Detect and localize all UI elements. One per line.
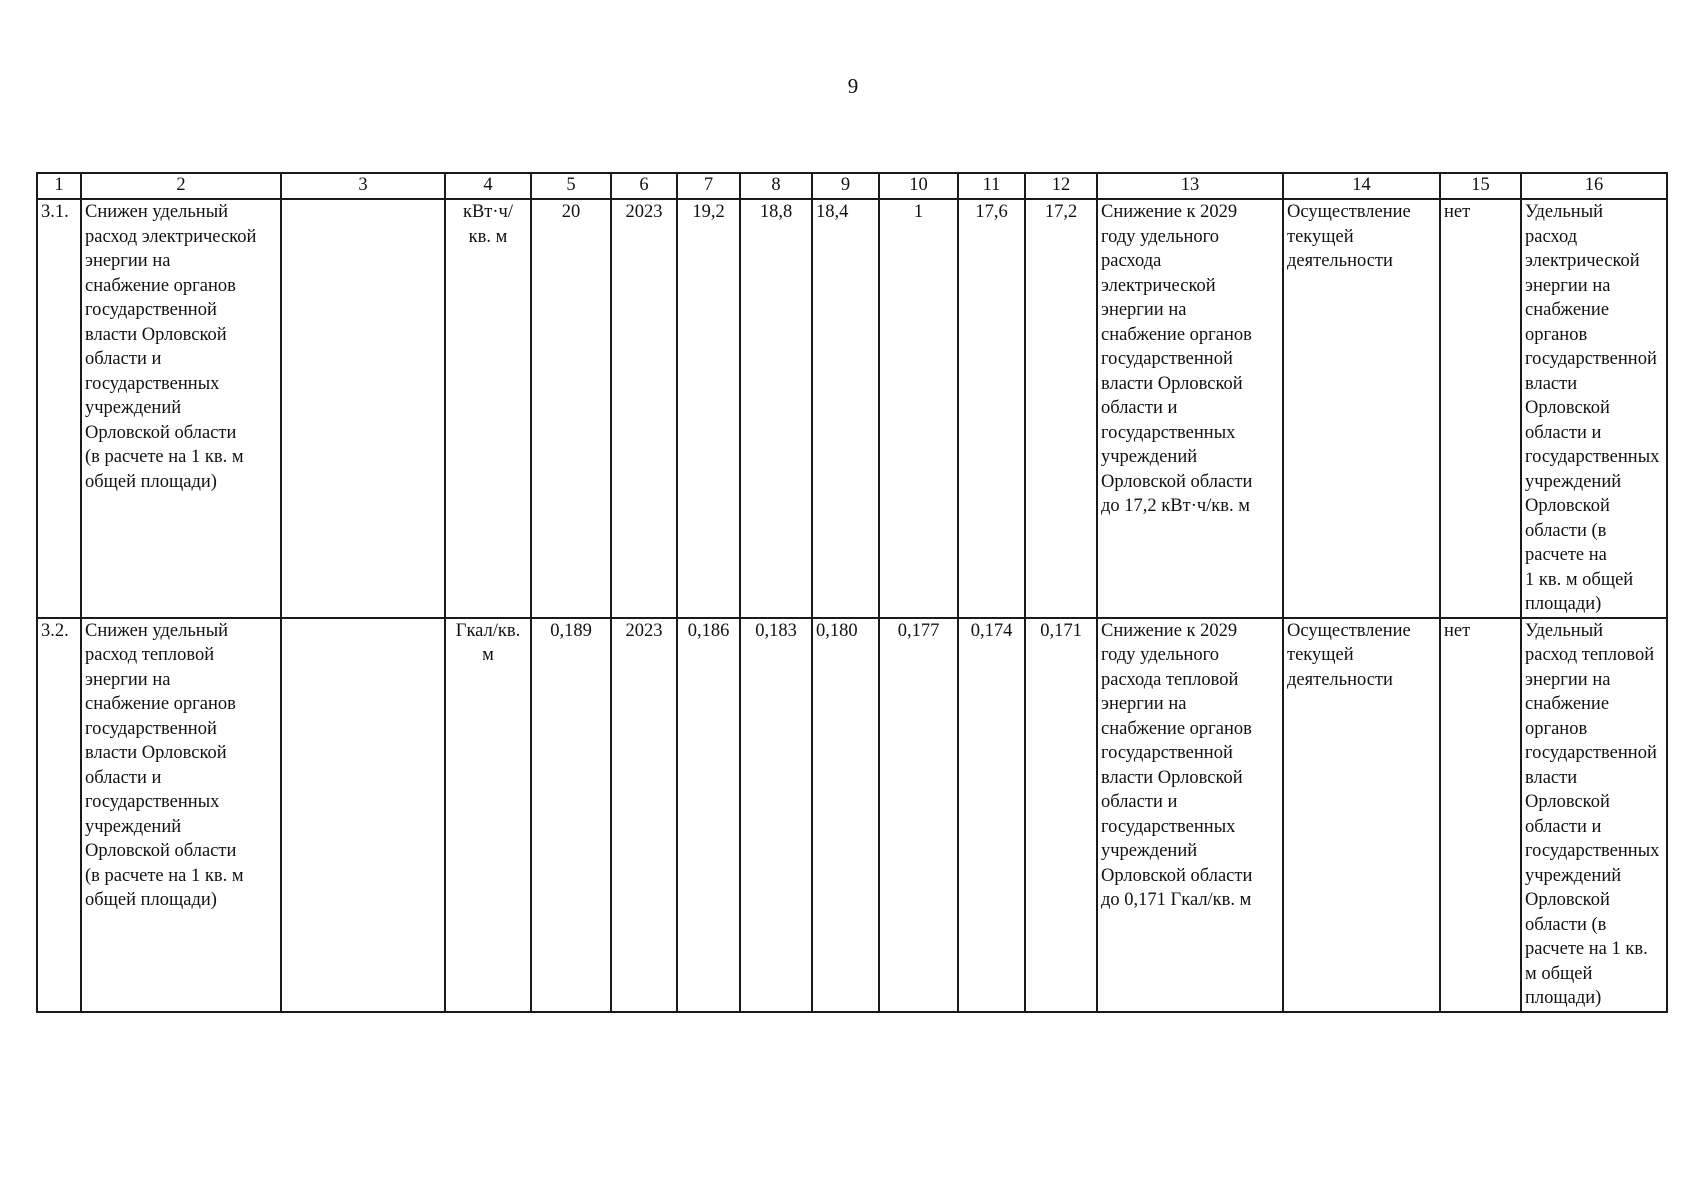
result-description-cell: Снижение к 2029 году удельного расхода электрической энергии на снабжение органов государственной власти Орловской области и государственных учреждений Орловской области до 17,2 кВт·ч/кв. м [1097, 199, 1283, 618]
row-number-cell: 3.2. [37, 618, 81, 1012]
value-col12-cell: 0,171 [1025, 618, 1097, 1012]
base-value-cell: 0,189 [531, 618, 611, 1012]
result-description-cell: Снижение к 2029 году удельного расхода тепловой энергии на снабжение органов государственной власти Орловской области и государственных учреждений Орловской области до 0,171 Гкал/кв. м [1097, 618, 1283, 1012]
activity-cell: Осуществление текущей деятельности [1283, 199, 1440, 618]
value-col10-cell: 1 [879, 199, 958, 618]
header-cell-7: 7 [677, 173, 740, 199]
value-col8-cell: 18,8 [740, 199, 812, 618]
header-cell-11: 11 [958, 173, 1025, 199]
header-cell-15: 15 [1440, 173, 1521, 199]
table-header-row [37, 173, 1667, 199]
value-col9-cell: 18,4 [812, 199, 879, 618]
header-cell-13: 13 [1097, 173, 1283, 199]
empty-column-3-cell [281, 618, 445, 1012]
header-cell-9: 9 [812, 173, 879, 199]
flag-cell: нет [1440, 618, 1521, 1012]
unit-cell: кВт·ч/ кв. м [445, 199, 531, 618]
empty-column-3-cell [281, 199, 445, 618]
value-col10-cell: 0,177 [879, 618, 958, 1012]
header-cell-14: 14 [1283, 173, 1440, 199]
value-col11-cell: 17,6 [958, 199, 1025, 618]
unit-cell: Гкал/кв. м [445, 618, 531, 1012]
header-cell-3: 3 [281, 173, 445, 199]
flag-cell: нет [1440, 199, 1521, 618]
header-cell-16: 16 [1521, 173, 1667, 199]
table-row [37, 618, 1667, 1012]
base-year-cell: 2023 [611, 199, 677, 618]
header-cell-4: 4 [445, 173, 531, 199]
header-cell-12: 12 [1025, 173, 1097, 199]
header-cell-8: 8 [740, 173, 812, 199]
indicator-name-cell: Снижен удельный расход электрической энергии на снабжение органов государственной власти Орловской области и государственных учреждений Орловской области (в расчете на 1 кв. м общей площади) [81, 199, 281, 618]
table-row [37, 199, 1667, 618]
indicator-link-cell: Удельный расход электрической энергии на снабжение органов государственной власти Орловской области и государственных учреждений Орловской области (в расчете на 1 кв. м общей площади) [1521, 199, 1667, 618]
base-year-cell: 2023 [611, 618, 677, 1012]
value-col12-cell: 17,2 [1025, 199, 1097, 618]
header-cell-6: 6 [611, 173, 677, 199]
row-number-cell: 3.1. [37, 199, 81, 618]
indicator-name-cell: Снижен удельный расход тепловой энергии на снабжение органов государственной власти Орловской области и государственных учреждений Орловской области (в расчете на 1 кв. м общей площади) [81, 618, 281, 1012]
activity-cell: Осуществление текущей деятельности [1283, 618, 1440, 1012]
value-col8-cell: 0,183 [740, 618, 812, 1012]
page-number: 9 [847, 74, 859, 98]
header-cell-5: 5 [531, 173, 611, 199]
header-cell-1: 1 [37, 173, 81, 199]
header-cell-10: 10 [879, 173, 958, 199]
value-col9-cell: 0,180 [812, 618, 879, 1012]
value-col11-cell: 0,174 [958, 618, 1025, 1012]
indicators-table [36, 172, 1668, 1013]
header-cell-2: 2 [81, 173, 281, 199]
value-col7-cell: 0,186 [677, 618, 740, 1012]
value-col7-cell: 19,2 [677, 199, 740, 618]
indicator-link-cell: Удельный расход тепловой энергии на снабжение органов государственной власти Орловской области и государственных учреждений Орловской области (в расчете на 1 кв. м общей площади) [1521, 618, 1667, 1012]
base-value-cell: 20 [531, 199, 611, 618]
